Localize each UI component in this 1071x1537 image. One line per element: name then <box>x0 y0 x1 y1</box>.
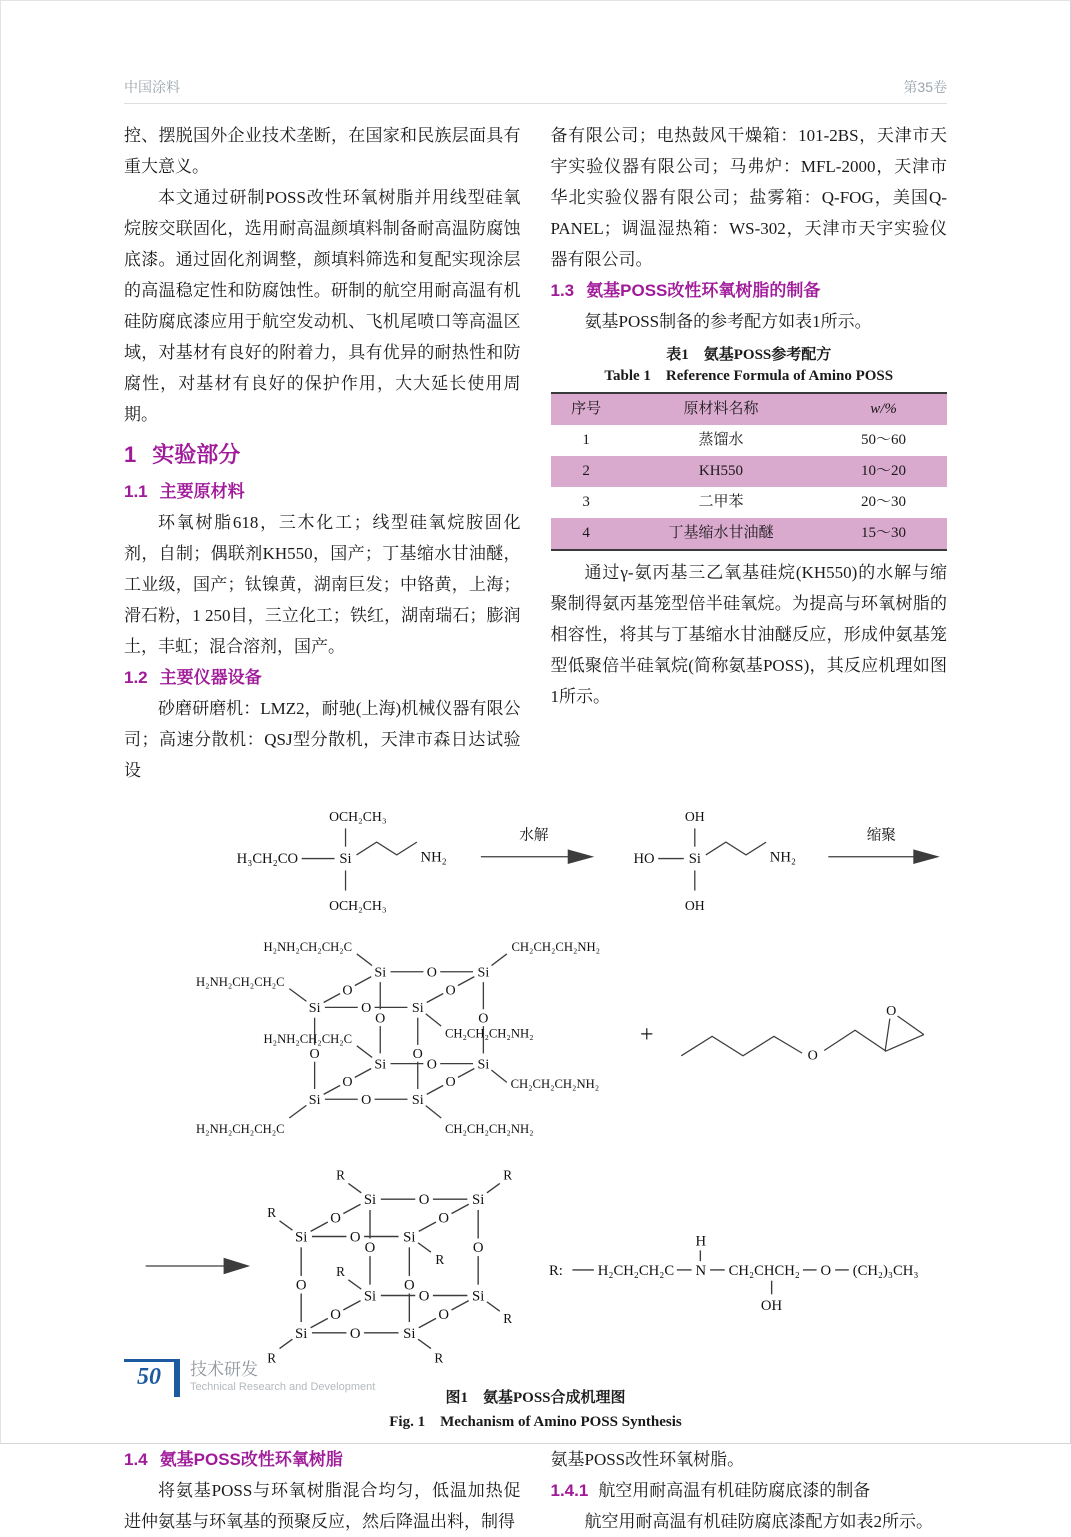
nitrogen-atom: N <box>695 1262 707 1279</box>
running-head <box>124 1 947 104</box>
si-atom: Si <box>339 851 352 868</box>
si-atom: Si <box>403 1229 416 1246</box>
section-heading-1-4 <box>124 1444 521 1475</box>
section-heading-1 <box>124 440 521 470</box>
table1-title-en: Table 1 Reference Formula of Amino POSS <box>604 368 894 384</box>
bottom-columns <box>124 1444 947 1537</box>
substituent-label: CH₂CH₂CH₂NH₂ <box>510 1077 600 1091</box>
cell-w: 50～60 <box>861 432 907 448</box>
o-atom: O <box>375 1010 386 1027</box>
page-footer <box>124 1359 375 1397</box>
cell-w: 20～30 <box>861 494 907 510</box>
paragraph: 本文通过研制POSS改性环氧树脂并用线型硅氧烷胺交联固化，选用耐高温颜填料制备耐高温防腐蚀底漆。通过固化剂调整，颜填料筛选和复配实现涂层的高温稳定性和防腐蚀性。研制的航空用耐高温有机硅防腐底漆应用于航空发动机、飞机尾喷口等高温区域，对基材有良好的附着力，具有优异的耐热性和防腐性，对基材有良好的保护作用，大大延长使用周期。 <box>124 188 521 424</box>
table-row <box>551 518 948 550</box>
si-atom: Si <box>363 1288 377 1305</box>
ethoxy-top-label: OCH₂CH₃ <box>329 809 387 825</box>
o-atom: O <box>478 1010 489 1027</box>
silane-reaction-scheme <box>154 790 954 918</box>
hydroxy-left-label: HO <box>633 851 655 868</box>
o-atom: O <box>418 1288 430 1305</box>
cell-name: KH550 <box>698 463 744 479</box>
page-number: 50 <box>137 1364 161 1390</box>
cell-no: 1 <box>582 432 590 448</box>
right-column <box>551 120 948 786</box>
journal-name: 中国涂料 <box>124 79 180 95</box>
cell-name: 二甲苯 <box>698 494 744 510</box>
ethoxy-bottom-label: OCH₂CH₃ <box>329 897 387 913</box>
o-atom: O <box>472 1240 484 1257</box>
si-atom: Si <box>374 964 387 981</box>
r-def-prefix: R: <box>548 1262 563 1279</box>
substituent-label: R <box>434 1350 444 1366</box>
r-group-definition <box>547 1220 967 1313</box>
figure-step1 <box>154 790 947 923</box>
footer-section-en: Technical Research and Development <box>190 1381 376 1393</box>
si-atom: Si <box>411 1000 424 1017</box>
volume-label: 第35卷 <box>903 79 947 95</box>
figure-caption-en: Fig. 1 Mechanism of Amino POSS Synthesis <box>389 1414 682 1430</box>
epoxide-oxygen-atom: O <box>885 1003 896 1020</box>
table-header-row <box>551 393 948 425</box>
si-atom: Si <box>411 1091 424 1108</box>
substituent-label: R <box>336 1167 345 1183</box>
col-header-w: w/% <box>870 401 897 417</box>
section-title: 航空用耐高温有机硅防腐底漆的制备 <box>598 1481 871 1500</box>
hydroxyl-label: OH <box>760 1297 783 1314</box>
body-columns <box>124 120 947 786</box>
paragraph: 通过γ-氨丙基三乙氧基硅烷(KH550)的水解与缩聚制得氨丙基笼型倍半硅氧烷。为提高与环氧树脂的相容性，将其与丁基缩水甘油醚反应，形成仲氨基笼型低聚倍半硅氧烷(简称氨基POSS)，其反应机理如图1所示。 <box>550 563 947 706</box>
paragraph: 控、摆脱国外企业技术垄断，在国家和民族层面具有重大意义。 <box>124 126 521 176</box>
si-atom: Si <box>363 1192 377 1209</box>
si-atom: Si <box>308 1091 321 1108</box>
condensation-arrow-label: 缩聚 <box>866 827 896 844</box>
substituent-label: CH₂CH₂CH₂NH₂ <box>511 940 601 955</box>
section-number: 1.4.1 <box>550 1481 589 1500</box>
butyl-glycidyl-ether-structure <box>668 978 968 1093</box>
figure-caption-cn: 图1 氨基POSS合成机理图 <box>445 1390 626 1406</box>
paragraph: 氨基POSS制备的参考配方如表1所示。 <box>584 312 872 331</box>
table-row <box>551 456 948 487</box>
col-header-name: 原材料名称 <box>683 401 759 417</box>
figure-step3 <box>142 1148 947 1384</box>
o-atom: O <box>330 1307 341 1324</box>
section-number: 1.4 <box>124 1450 148 1469</box>
o-atom: O <box>349 1229 361 1246</box>
o-atom: O <box>361 1000 372 1017</box>
o-atom: O <box>342 982 353 999</box>
figure-step2 <box>164 923 947 1148</box>
si-atom: Si <box>403 1325 416 1342</box>
section-title: 主要仪器设备 <box>159 668 262 687</box>
si-atom: Si <box>472 1192 485 1209</box>
substituent-label: R <box>267 1350 277 1366</box>
o-atom: O <box>342 1074 353 1091</box>
o-atom: O <box>361 1091 372 1108</box>
bottom-left-column <box>124 1444 521 1537</box>
si-atom: Si <box>295 1325 308 1342</box>
o-atom: O <box>438 1307 450 1324</box>
hydroxy-bottom-label: OH <box>684 897 705 913</box>
o-atom: O <box>364 1240 376 1257</box>
left-column <box>124 120 521 786</box>
bottom-right-column <box>551 1444 948 1537</box>
section-heading-1-1 <box>124 476 521 507</box>
si-atom: Si <box>472 1288 485 1305</box>
section-title: 氨基POSS改性环氧树脂 <box>159 1450 343 1469</box>
o-atom: O <box>426 964 437 981</box>
section-number: 1.2 <box>124 668 148 687</box>
si-atom: Si <box>477 1056 490 1073</box>
section-number: 1.3 <box>550 281 575 300</box>
table-row <box>551 487 948 518</box>
paragraph: 备有限公司；电热鼓风干燥箱：101-2BS，天津市天宇实验仪器有限公司；马弗炉：MFL-2000，天津市华北实验仪器有限公司；盐雾箱：Q-FOG，美国Q-PANEL；调温湿热箱：WS-302，天津市天宇实验仪器有限公司。 <box>550 126 947 269</box>
footer-labels <box>190 1359 375 1394</box>
substituent-label: CH₂CH₂CH₂NH₂ <box>444 1026 534 1041</box>
cell-w: 15～30 <box>861 525 907 541</box>
r-def-chain2: CH₂CHCH₂ <box>728 1262 800 1279</box>
si-atom: Si <box>374 1056 387 1073</box>
figure-1 <box>124 790 947 1434</box>
cell-no: 3 <box>582 494 590 510</box>
section-title: 氨基POSS改性环氧树脂的制备 <box>586 281 821 300</box>
ethoxy-left-label: H₃CH₂CO <box>236 851 298 868</box>
o-atom: O <box>418 1192 430 1209</box>
substituent-label: H₂NH₂CH₂CH₂C <box>263 1032 353 1046</box>
nh-hydrogen: H <box>695 1233 707 1249</box>
o-atom: O <box>404 1277 415 1294</box>
page-number-box <box>124 1359 174 1390</box>
si-atom: Si <box>688 851 701 868</box>
o-atom: O <box>349 1325 361 1342</box>
substituent-label: R <box>267 1204 277 1220</box>
section-number: 1 <box>124 442 137 467</box>
footer-section-cn: 技术研发 <box>190 1360 258 1379</box>
amino-poss-cage-structure <box>164 923 634 1148</box>
substituent-label: H₂NH₂CH₂CH₂C <box>196 1122 285 1136</box>
cell-name: 蒸馏水 <box>698 432 744 448</box>
section-heading-1-3 <box>551 275 948 306</box>
col-header-no: 序号 <box>571 401 602 417</box>
paragraph: 将氨基POSS与环氧树脂混合均匀，低温加热促进仲氨基与环氧基的预聚反应，然后降温出料，制得 <box>124 1481 521 1531</box>
reaction-arrow <box>142 1246 252 1286</box>
substituent-label: R <box>503 1167 513 1183</box>
si-atom: Si <box>477 964 490 981</box>
r-poss-cage-structure <box>252 1148 547 1384</box>
table-row <box>551 425 948 456</box>
footer-divider-bar <box>174 1359 180 1397</box>
o-atom: O <box>426 1056 437 1073</box>
paragraph: 航空用耐高温有机硅防腐底漆配方如表2所示。 <box>584 1512 933 1531</box>
cell-no: 2 <box>582 463 590 479</box>
table1 <box>551 392 948 551</box>
r-def-chain1: H₂CH₂CH₂C <box>597 1262 675 1279</box>
substituent-label: R <box>503 1311 513 1327</box>
o-atom: O <box>330 1210 341 1227</box>
ether-oxygen-atom: O <box>820 1262 832 1279</box>
o-atom: O <box>295 1277 307 1294</box>
paragraph: 氨基POSS改性环氧树脂。 <box>550 1450 745 1469</box>
section-title: 主要原材料 <box>159 482 245 501</box>
substituent-label: CH₂CH₂CH₂NH₂ <box>444 1122 534 1136</box>
si-atom: Si <box>295 1229 308 1246</box>
cell-no: 4 <box>582 525 590 541</box>
paragraph: 砂磨研磨机：LMZ2，耐驰(上海)机械仪器有限公司；高速分散机：QSJ型分散机，天津市森日达试验设 <box>124 699 521 780</box>
amine-label: NH₂ <box>769 849 796 866</box>
substituent-label: H₂NH₂CH₂CH₂C <box>196 974 285 989</box>
substituent-label: R <box>336 1263 345 1279</box>
cell-w: 10～20 <box>861 463 907 479</box>
hydrolysis-arrow-label: 水解 <box>519 827 549 844</box>
section-title: 实验部分 <box>152 442 241 467</box>
section-heading-1-4-1 <box>551 1475 948 1506</box>
cell-name: 丁基缩水甘油醚 <box>668 525 774 541</box>
o-atom: O <box>438 1210 450 1227</box>
paragraph: 环氧树脂618，三木化工；线型硅氧烷胺固化剂，自制；偶联剂KH550，国产；丁基缩水甘油醚，工业级，国产；钛镍黄，湖南巨发；中铬黄，上海；滑石粉，1 250目，三立化工；铁红，湖南瑞石；膨润土，丰虹；混合溶剂，国产。 <box>124 513 521 656</box>
plus-sign: + <box>640 1022 654 1048</box>
r-def-chain3: (CH₂)₃CH₃ <box>852 1262 919 1279</box>
si-atom: Si <box>308 1000 321 1017</box>
amine-label: NH₂ <box>420 849 447 866</box>
substituent-label: H₂NH₂CH₂CH₂C <box>263 940 353 955</box>
o-atom: O <box>412 1046 423 1062</box>
o-atom: O <box>445 1074 456 1091</box>
hydroxy-top-label: OH <box>684 809 705 825</box>
table1-title-cn: 表1 氨基POSS参考配方 <box>666 347 832 363</box>
o-atom: O <box>445 982 456 999</box>
section-number: 1.1 <box>124 482 148 501</box>
o-atom: O <box>309 1046 320 1062</box>
section-heading-1-2 <box>124 662 521 693</box>
ether-oxygen-atom: O <box>807 1047 818 1064</box>
substituent-label: R <box>435 1252 445 1268</box>
